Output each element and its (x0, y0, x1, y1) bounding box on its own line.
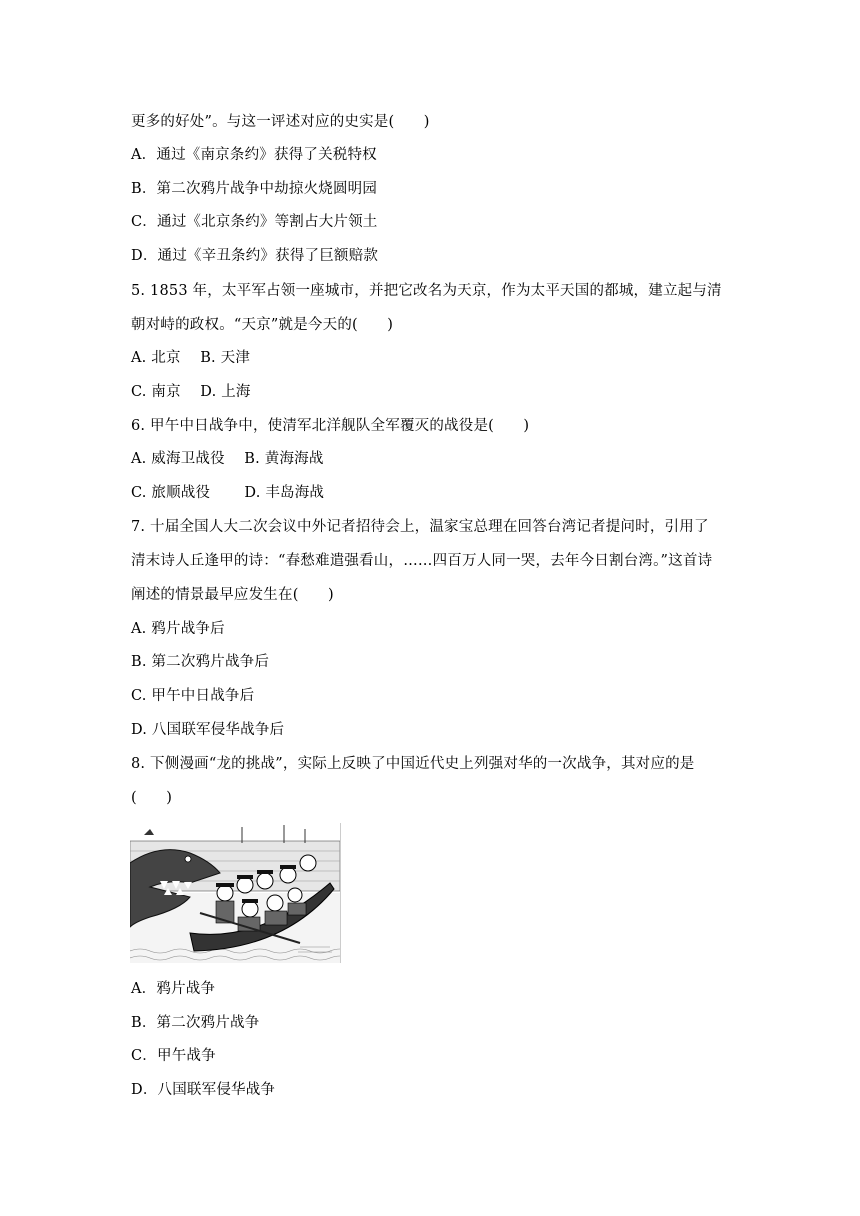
option-line: B．第二次鸦片战争中劫掠火烧圆明园 (131, 181, 378, 197)
text-line: ( ) (131, 790, 173, 806)
option-line: D. 八国联军侵华战争后 (131, 722, 285, 738)
text-line: 更多的好处”。与这一评述对应的史实是( ) (131, 114, 430, 130)
question-6: 6. 甲午中日战争中，使清军北洋舰队全军覆灭的战役是( ) (131, 418, 530, 434)
option-line: A. 鸦片战争后 (131, 621, 225, 637)
dragon-challenge-cartoon (130, 823, 341, 963)
option-line: A．通过《南京条约》获得了关税特权 (131, 147, 377, 163)
option-line: C. 甲午中日战争后 (131, 688, 255, 704)
text-line: 朝对峙的政权。“天京”就是今天的( ) (131, 317, 394, 333)
option-line: B. 第二次鸦片战争后 (131, 654, 270, 670)
option-line: B．第二次鸦片战争 (131, 1015, 260, 1031)
question-7: 7. 十届全国人大二次会议中外记者招待会上，温家宝总理在回答台湾记者提问时，引用了 (131, 519, 709, 535)
question-8: 8. 下侧漫画“龙的挑战”，实际上反映了中国近代史上列强对华的一次战争，其对应的是 (131, 756, 695, 772)
option-line: D．通过《辛丑条约》获得了巨额赔款 (131, 248, 379, 264)
option-line: A. 威海卫战役 B. 黄海海战 (131, 451, 324, 467)
option-line: D．八国联军侵华战争 (131, 1082, 276, 1098)
option-line: C．甲午战争 (131, 1048, 216, 1064)
option-line: C. 南京 D. 上海 (131, 384, 251, 400)
question-5: 5. 1853 年，太平军占领一座城市，并把它改名为天京，作为太平天国的都城，建立起与清 (131, 283, 722, 299)
option-line: C．通过《北京条约》等割占大片领土 (131, 214, 378, 230)
text-line: 清末诗人丘逢甲的诗：“春愁难遣强看山，……四百万人同一哭，去年今日割台湾。”这首诗 (131, 553, 713, 569)
option-line: A. 北京 B. 天津 (131, 350, 251, 366)
option-line: A．鸦片战争 (131, 981, 216, 997)
option-line: C. 旅顺战役 D. 丰岛海战 (131, 485, 325, 501)
text-line: 阐述的情景最早应发生在( ) (131, 587, 334, 603)
